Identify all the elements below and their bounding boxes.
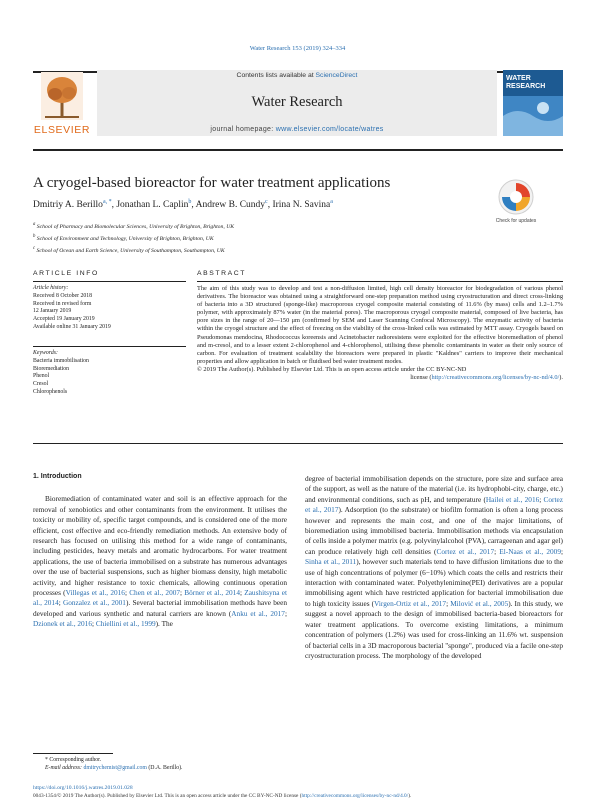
journal-homepage <box>97 126 497 133</box>
history-item: Received 8 October 2018 <box>33 292 93 299</box>
affiliations <box>33 220 473 256</box>
email-suffix: (D.A. Berillo). <box>146 765 183 772</box>
sciencedirect-link[interactable]: ScienceDirect <box>315 72 358 79</box>
body-text: ; <box>180 588 185 598</box>
citation-link[interactable]: Chiellini et al., 1999 <box>95 619 156 629</box>
author-name[interactable]: Dmitriy A. Berillo <box>33 200 103 211</box>
cover-title-line2: RESEARCH <box>506 83 546 90</box>
homepage-link[interactable]: www.elsevier.com/locate/watres <box>275 126 384 133</box>
affiliation-item <box>33 232 473 244</box>
citation-link[interactable]: Milović et al., 2005 <box>450 598 509 608</box>
body-text: ; <box>239 588 245 598</box>
license-prefix: license ( <box>410 374 432 382</box>
crossmark-label[interactable]: Check for updates <box>495 218 537 224</box>
affiliation-key: b <box>33 233 36 239</box>
keywords-label: Keywords: <box>33 350 58 356</box>
issn-license-link[interactable]: http://creativecommons.org/licenses/by-nc-nd/4.0/ <box>301 793 409 799</box>
abstract-paragraph: The aim of this study was to develop and test a non-diffusion limited, high cell density bioreactor for biodegradation of various phenol derivatives. The bioreactor was obtained using a straightforward one-step preparation method using cryostructuration and direct cross-linking of bacteria into a 3D structured (sponge-like) macroporous cryogel composite material consisting of 11.6% (by mass) cells and 1.2–1.7% polymer, with approximately 87% water (in the material pores). The macroporous cryogel composite material, composed of live bacteria, has pore sizes in the range of 20—150 μm (confirmed by SEM and Laser Scanning Confocal Microscopy). The enzymatic activity of bacteria within the cryogel structure and the effect of freezing on the viability of the cross-linked cells was estimated by MTT assay. Cryogels based on Pseudomonas mendocina, Rhodococcus koreensis and Acinetobacter radioresistens were exploited for the effective bioremediation of phenol and m-cresol, and to a lesser extent 2-chlorophenol and 4-chlorophenol, utilising these phenolic contaminants in water as their only source of carbon. For evaluation of treatment scalability the bioreactors were prepared in plastic "Kaldnes" carriers to improve their mechanical properties and allow application in batch or fluidised bed water treatment modes. <box>197 285 563 365</box>
citation-link[interactable]: Cortez et al., 2017 <box>305 494 563 515</box>
affiliation-text: School of Pharmacy and Biomolecular Sciences, University of Brighton, Brighton, UK <box>36 223 235 230</box>
history-item: Available online 31 January 2019 <box>33 323 111 330</box>
keyword-item: Phenol <box>33 373 50 380</box>
affiliation-key: c <box>33 245 36 251</box>
footnote-rule <box>33 753 113 754</box>
affiliation-text: School of Ocean and Earth Science, University of Southampton, Southampton, UK <box>36 247 225 254</box>
cover-artwork-icon <box>503 96 563 136</box>
author-affiliation-marker[interactable]: a <box>330 199 333 205</box>
body-text: ; <box>124 588 130 598</box>
copyright-text: © 2019 The Author(s). Published by Elsevier Ltd. This is an open access article under the CC BY-NC-ND <box>197 365 467 373</box>
abstract-body <box>197 285 563 382</box>
author-affiliation-marker[interactable]: c <box>265 199 268 205</box>
citation-link[interactable]: Börner et al., 2014 <box>184 588 240 598</box>
body-text: ). The <box>155 619 173 629</box>
author-affiliation-marker[interactable]: b <box>188 199 192 205</box>
article-info-heading: ARTICLE INFO <box>33 270 99 277</box>
body-text: ). Several bacterial immobilisation methods have been developed and various synthetic and natural carriers are known ( <box>33 598 287 618</box>
elsevier-tree-icon <box>41 72 83 120</box>
body-text: ; <box>446 598 451 608</box>
journal-reference[interactable]: Water Research 153 (2019) 324–334 <box>249 45 346 52</box>
email-link[interactable]: dmitrychemist@gmail.com <box>83 765 147 772</box>
keyword-item: Cresol <box>33 381 49 388</box>
author-name[interactable]: Irina N. Savina <box>272 200 331 211</box>
citation-link[interactable]: Chen et al., 2007 <box>129 588 181 598</box>
email-label: E-mail address: <box>45 765 84 772</box>
paper-title: A cryogel-based bioreactor for water treatment applications <box>33 175 391 191</box>
author-name[interactable]: Andrew B. Cundy <box>195 200 266 211</box>
author-affiliation-marker[interactable]: a, * <box>102 199 112 205</box>
body-text: ; <box>58 598 63 608</box>
cover-title-line1: WATER <box>506 75 531 82</box>
body-text: degree of bacterial immobilisation depends on the structure, pore size and surface area of the support, as well as the nature of the material (i.e. its hydrophobi-city, charge, etc.) and environmental conditions, such as pH, and temperature ( <box>305 474 563 504</box>
footnote <box>45 756 295 773</box>
abstract-bottom-rule <box>33 443 563 444</box>
citation-link[interactable]: Gonzalez et al., 2001 <box>62 598 126 608</box>
contents-line <box>97 72 497 79</box>
masthead-bottom-rule <box>33 149 563 151</box>
journal-header-box <box>97 70 497 136</box>
body-text: ; <box>494 546 500 556</box>
issn-suffix: ). <box>408 793 412 799</box>
keywords <box>33 350 186 397</box>
crossmark-icon[interactable] <box>497 178 535 216</box>
keyword-item: Bacteria immobilisation <box>33 357 89 364</box>
body-text: ; <box>91 619 96 629</box>
citation-link[interactable]: Cortez et al., 2017 <box>436 546 495 556</box>
keyword-item: Bioremediation <box>33 365 70 372</box>
citation-link[interactable]: Sinha et al., 2011 <box>305 557 357 567</box>
body-text: ), however such materials tend to have diffusion limitations due to the use of high concentrations of polymer (6−10%) which coats the cells and restricts their interaction with contaminated water. Polyethylenimine(PEI) derivatives are a popular immobilising agent which have restricted application for bacterial immobilisation due to high toxicity issues ( <box>305 557 563 608</box>
body-text: ; <box>539 494 544 504</box>
article-history <box>33 285 186 332</box>
keywords-rule <box>33 346 186 347</box>
body-text: Bioremediation of contaminated water and soil is an effective approach for the removal of xenobiotics and other contaminants from the environment. It utilises the toxicity or mobility of, specific target compounds, and is considered one of the more efficient, cost effective and eco-friendly remediation methods. An extensive body of research has focused on utilising this method for a wide range of contaminants, including pesticides, heavy metals and aromatic hydrocarbons. For water treatment applications, the use of bacteria immobilised on a substrate has numerous advantages over the use of bacterial suspensions, such as higher biomass density, high metabolic activity, and higher resistance to toxic chemicals, allowing continuous operation processes ( <box>33 494 287 598</box>
citation-link[interactable]: Virgen-Ortiz et al., 2017 <box>374 598 447 608</box>
author-name[interactable]: Jonathan L. Caplin <box>116 200 189 211</box>
affiliation-item <box>33 244 473 256</box>
history-item: Received in revised form <box>33 300 92 307</box>
abstract-license <box>197 374 563 382</box>
email-line <box>45 764 295 772</box>
keyword-item: Chlorophenols <box>33 388 68 395</box>
issn-license-line <box>33 793 563 800</box>
citation-link[interactable]: Zaushitsyna et al., 2014 <box>33 588 287 608</box>
citation-link[interactable]: Hailei et al., 2016 <box>485 494 540 504</box>
abstract-rule <box>197 281 563 282</box>
body-text: ). In this study, we suggest a novel approach to the design of immobilised bacteria-based bioreactors for water treatment applications. To overcome existing limitations, a minimum concentration of polymers (1.2%) was used for cross-linking an 11.6% wt. suspension of bacterial cells in a 3D macroporous bacterial "sponge", produced via a facile one-step cryostructuration process. The morphology of the developed <box>305 598 563 660</box>
body-column-right <box>305 474 563 661</box>
license-suffix: ). <box>559 374 563 382</box>
contents-prefix: Contents lists available at <box>236 72 316 79</box>
abstract-heading: ABSTRACT <box>197 270 247 277</box>
history-label: Article history: <box>33 285 69 291</box>
body-paragraph <box>33 494 287 629</box>
affiliation-text: School of Environment and Technology, University of Brighton, Brighton, UK <box>36 235 214 242</box>
history-item: Accepted 19 January 2019 <box>33 316 95 323</box>
journal-title: Water Research <box>251 94 343 110</box>
doi-link[interactable]: https://doi.org/10.1016/j.watres.2019.01.028 <box>33 785 133 791</box>
citation-link[interactable]: Anku et al., 2017 <box>231 608 285 618</box>
body-text: ; <box>560 546 563 556</box>
journal-cover-image[interactable] <box>503 70 563 136</box>
affiliation-item <box>33 220 473 232</box>
section-heading: 1. Introduction <box>33 473 82 480</box>
affiliation-key: a <box>33 222 36 227</box>
article-info-rule <box>33 281 186 282</box>
abstract-copyright <box>197 366 563 374</box>
author-list: Dmitriy A. Berillo$^{a, *}$, Jonathan L. Caplin$^b$, Andrew B. Cundy$^c$, Irina N. Savina$^a$ <box>33 199 333 211</box>
citation-link[interactable]: Dzionek et al., 2016 <box>33 619 92 629</box>
body-paragraph <box>305 474 563 661</box>
history-item: 12 January 2019 <box>33 308 72 315</box>
corresponding-author-note: * Corresponding author. <box>45 757 102 763</box>
body-text: ). Adsorption (to the substrate) or biofilm formation is often a long process however and represents the main cost, and one of the major limitations, of bioremediation using immobilised bacteria. Immobilisation methods via encapsulation of cells inside a polymer matrix (e.g. polyvinylalcohol (PVA), carrageenan and agar gel) can produce relatively high cell densities ( <box>305 505 563 556</box>
body-text: ; <box>284 608 287 618</box>
homepage-prefix: journal homepage: <box>210 126 276 133</box>
body-column-left <box>33 472 287 630</box>
citation-link[interactable]: Villegas et al., 2016 <box>65 588 125 598</box>
elsevier-wordmark: ELSEVIER <box>33 124 91 136</box>
citation-link[interactable]: El-Naas et al., 2009 <box>499 546 561 556</box>
journal-masthead <box>33 70 563 148</box>
elsevier-logo[interactable] <box>33 70 91 140</box>
license-link[interactable]: http://creativecommons.org/licenses/by-nc-nd/4.0/ <box>431 374 560 382</box>
issn-prefix: 0043-1354/© 2019 The Author(s). Published by Elsevier Ltd. This is an open access article under the CC BY-NC-ND license ( <box>33 793 302 799</box>
